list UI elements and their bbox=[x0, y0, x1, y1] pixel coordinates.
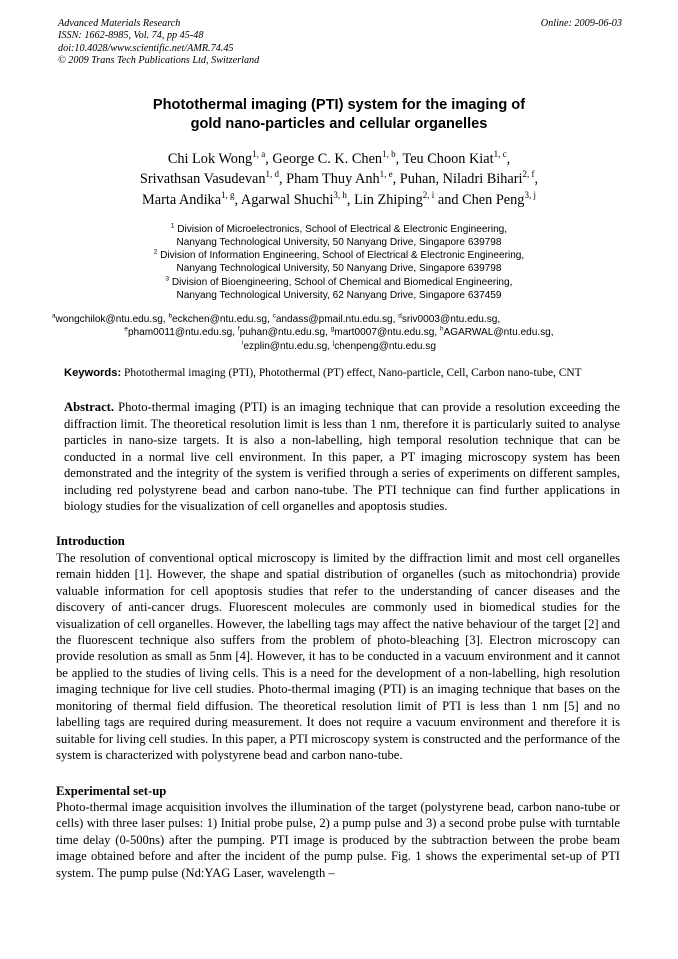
copyright-line: © 2009 Trans Tech Publications Ltd, Switzerland bbox=[58, 55, 260, 67]
abstract-block bbox=[64, 399, 620, 514]
email-address[interactable]: eckchen@ntu.edu.sg, bbox=[172, 313, 273, 325]
affiliation-marker: 2 bbox=[153, 248, 158, 256]
author-affil-marker: 1, e bbox=[379, 169, 393, 180]
page-title bbox=[56, 96, 622, 134]
affiliation-item bbox=[56, 223, 622, 236]
author-affil-marker: 3, h bbox=[333, 189, 347, 200]
author-name: , Teu Choon Kiat bbox=[395, 150, 494, 167]
affiliation-text: Division of Information Engineering, School of Electrical & Electronic Engineering, bbox=[157, 250, 525, 262]
author-affil-marker: 1, d bbox=[265, 169, 280, 180]
title-line-2: gold nano-particles and cellular organelles bbox=[190, 115, 488, 132]
email-address[interactable]: ezplin@ntu.edu.sg, bbox=[243, 340, 333, 352]
author-name: , Lin Zhiping bbox=[346, 191, 423, 208]
author-line-3 bbox=[56, 190, 622, 211]
section-heading: Introduction bbox=[56, 534, 125, 549]
author-affil-marker: 2, i bbox=[422, 189, 435, 200]
affiliation-marker: 1 bbox=[170, 222, 175, 230]
author-name: , Pham Thuy Anh bbox=[279, 171, 380, 188]
author-line-sep: , bbox=[506, 150, 511, 167]
affiliation-item-cont: Nanyang Technological University, 62 Nanyang Drive, Singapore 637459 bbox=[176, 289, 502, 301]
online-date: Online: 2009-06-03 bbox=[540, 18, 622, 29]
email-marker: j bbox=[332, 339, 335, 347]
author-line-sep: , bbox=[534, 171, 539, 188]
author-name: Marta Andika bbox=[142, 191, 222, 208]
affiliation-item-cont: Nanyang Technological University, 50 Nanyang Drive, Singapore 639798 bbox=[176, 237, 502, 249]
section-experimental-setup bbox=[56, 783, 620, 882]
author-affil-marker: 1, b bbox=[382, 148, 396, 159]
journal-name: Advanced Materials Research bbox=[58, 18, 181, 29]
email-address[interactable]: wongchilok@ntu.edu.sg, bbox=[55, 313, 169, 325]
author-name: Srivathsan Vasudevan bbox=[139, 171, 266, 188]
email-address[interactable]: andass@pmail.ntu.edu.sg, bbox=[275, 313, 399, 325]
keywords-block bbox=[64, 366, 620, 380]
author-name: , Agarwal Shuchi bbox=[234, 191, 334, 208]
abstract-label: Abstract. bbox=[64, 400, 115, 415]
email-address[interactable]: AGARWAL@ntu.edu.sg, bbox=[443, 327, 554, 339]
doi-line: doi:10.4028/www.scientific.net/AMR.74.45 bbox=[58, 42, 234, 54]
affiliation-item-cont: Nanyang Technological University, 50 Nanyang Drive, Singapore 639798 bbox=[176, 263, 502, 275]
title-line-1: Photothermal imaging (PTI) system for the imaging of bbox=[152, 96, 526, 113]
email-line-2 bbox=[56, 326, 622, 340]
email-marker: h bbox=[439, 325, 444, 333]
section-body: Photo-thermal image acquisition involves the illumination of the target (polystyrene bead, carbon nano-tube or cells) with three laser pulses: 1) Initial probe pulse, 2) a pump pulse and 3) a second probe pulse with turntable time delay (0-500ns) after the pumping. PTI image is produced by the subtraction between the probe beam image obtained before and after the incident of the pump pulse. Fig. 1 shows the experimental set-up of PTI system. The pump pulse (Nd:YAG Laser, wavelength – bbox=[56, 800, 620, 880]
author-name: , George C. K. Chen bbox=[265, 150, 383, 167]
email-address[interactable]: puhan@ntu.edu.sg, bbox=[239, 327, 331, 339]
affiliation-text: Division of Microelectronics, School of Electrical & Electronic Engineering, bbox=[174, 224, 508, 236]
email-marker: b bbox=[168, 312, 173, 320]
section-introduction bbox=[56, 533, 620, 763]
affiliation-marker: 3 bbox=[165, 275, 170, 283]
email-address[interactable]: chenpeng@ntu.edu.sg bbox=[334, 340, 436, 352]
abstract-text: Photo-thermal imaging (PTI) is an imaging technique that can provide a resolution exceeding the diffraction limit. The theoretical resolution limit is less than 1 nm, therefore it is particularly suited to analyse particles in nano-size targets. It is also a non-labelling, high temporal resolution technique that can be conducted in a normal live cell environment. In this paper, a PT imaging microscopy system has been demonstrated and the integrity of the system is verified through a series of experiments on different samples, including red polystyrene bead and carbon nano-tube. The PTI technique can find further applications in biology studies for the visualization of cell organelles and apoptosis studies. bbox=[64, 400, 620, 513]
email-marker: g bbox=[330, 325, 335, 333]
section-body: The resolution of conventional optical microscopy is limited by the diffraction limit and most cell organelles remain hidden [1]. However, the shape and spatial distribution of organelles (such as mitochondria) provide valuable information for cell apoptosis studies that refer to the understanding of cancer diseases and the discovery of anti-cancer drugs. Fluorescent molecules are commonly used in biomedical studies for the visualization of cell organelles. However, the labelling tags may affect the native behaviour of the target [2] and the fluorescent technique also suffers from the problem of photo-bleaching [3]. Electron microscopy can provide resolution as small as 5nm [4]. However, it has to be conducted in a vacuum environment and it cannot be applied to the studies of living cells. This is a need for the development of a non-labelling, high resolution imaging technique for live cell studies. Photo-thermal imaging (PTI) is an imaging technique that bases on the monitoring of thermal field diffusion. The theoretical resolution limit of PTI is less than 1 nm [5] and no labelling tags are required during measurement. It does not require a vacuum environment and therefore it is suitable for living cell studies. In this paper, a PTI microscopy system is constructed and the performance of the system is characterized with polystyrene bead and carbon nano-tube. bbox=[56, 550, 620, 763]
author-affil-marker: 1, c bbox=[493, 148, 507, 159]
email-line-3 bbox=[56, 340, 622, 354]
email-marker: f bbox=[237, 325, 240, 333]
keywords-text: Photothermal imaging (PTI), Photothermal (PT) effect, Nano-particle, Cell, Carbon nano-tube, CNT bbox=[121, 367, 582, 380]
email-marker: e bbox=[124, 325, 128, 333]
section-heading: Experimental set-up bbox=[56, 783, 167, 798]
author-name: , Puhan, Niladri Bihari bbox=[392, 171, 523, 188]
author-name: and Chen Peng bbox=[434, 191, 525, 208]
affiliation-item bbox=[56, 249, 622, 262]
author-affil-marker: 1, g bbox=[221, 189, 235, 200]
email-address[interactable]: sriv0003@ntu.edu.sg, bbox=[401, 313, 501, 325]
email-line-1 bbox=[52, 313, 622, 327]
issn-line: ISSN: 1662-8985, Vol. 74, pp 45-48 bbox=[58, 30, 204, 42]
email-marker: d bbox=[398, 312, 402, 320]
email-address[interactable]: pham0011@ntu.edu.sg, bbox=[127, 327, 238, 339]
author-affil-marker: 2, f bbox=[522, 169, 535, 180]
author-name: Chi Lok Wong bbox=[167, 150, 253, 167]
email-marker: a bbox=[52, 312, 56, 320]
email-list bbox=[52, 312, 622, 354]
author-affil-marker: 1, a bbox=[252, 148, 266, 159]
author-list bbox=[56, 149, 622, 211]
email-address[interactable]: mart0007@ntu.edu.sg, bbox=[334, 327, 440, 339]
affiliation-item bbox=[56, 276, 622, 289]
email-marker: i bbox=[242, 339, 244, 347]
author-line-2 bbox=[56, 169, 622, 190]
affiliation-list bbox=[56, 223, 622, 302]
affiliation-text: Division of Bioengineering, School of Chemical and Biomedical Engineering, bbox=[169, 276, 513, 288]
keywords-label: Keywords: bbox=[64, 367, 122, 380]
author-affil-marker: 3, j bbox=[524, 189, 536, 200]
author-line-1 bbox=[56, 149, 622, 170]
email-marker: c bbox=[272, 312, 276, 320]
masthead bbox=[58, 18, 622, 68]
